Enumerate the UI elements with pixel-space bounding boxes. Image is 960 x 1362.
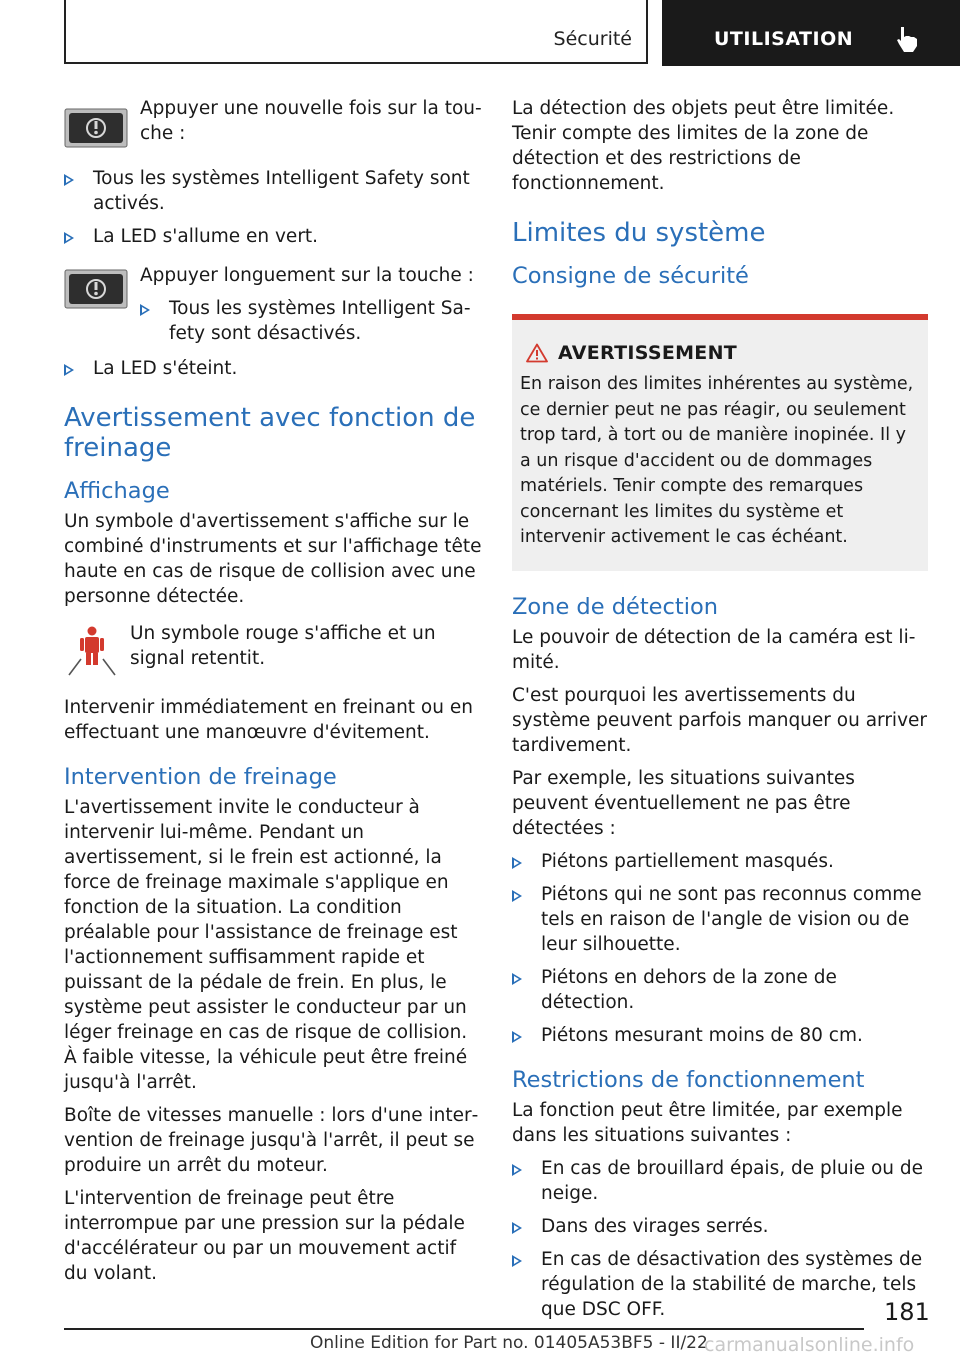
intervene-paragraph: Intervenir immédiatement en freinant ou en effectuant une manœuvre d'évitement. <box>64 697 473 743</box>
bullet-triangle-icon <box>512 1164 522 1176</box>
list-item: En cas de brouillard épais, de pluie ou de neige. <box>512 1156 928 1206</box>
safety-button-icon <box>64 108 128 148</box>
zone-paragraph-3: Par exemple, les situations suivantes peuvent éventuellement ne pas être détectées : <box>512 767 855 839</box>
heading-detection-zone: Zone de détection <box>512 593 718 620</box>
list-item: Piétons partiellement masqués. <box>512 849 928 874</box>
press-long-text: Appuyer longuement sur la touche : <box>140 265 474 286</box>
warning-triangle-icon <box>526 343 548 363</box>
section-title: Sécurité <box>553 28 632 50</box>
heading-restrictions: Restrictions de fonctionnement <box>512 1066 865 1093</box>
press-again-text: Appuyer une nouvelle fois sur la touche : <box>140 98 482 144</box>
bullet-triangle-icon <box>512 890 522 902</box>
header-section-box <box>64 0 648 64</box>
heading-safety-note: Consigne de sécurité <box>512 263 749 289</box>
bullet-triangle-icon <box>64 232 74 244</box>
heading-system-limits: Limites du système <box>512 218 766 248</box>
red-symbol-block <box>64 621 482 685</box>
warning-text: En raison des limites inhérentes au système, ce dernier peut ne pas réagir, ou seulement trop tard, à tort ou de manière inopinée. Il y a un risque d'accident ou de dommages matériels. Tenir compte des remarques concernant les limites du système et intervenir activement le cas échéant. <box>520 374 914 547</box>
chapter-title: UTILISATION <box>714 28 854 50</box>
list-item: Tous les systèmes Intelligent Safety sont activés. <box>64 166 482 216</box>
bullet-triangle-icon <box>140 304 150 316</box>
list-item: Tous les systèmes Intelligent Safety sont désactivés. <box>140 296 482 346</box>
left-column <box>64 96 482 1294</box>
pedestrian-warning-icon <box>64 621 120 677</box>
warning-label: AVERTISSEMENT <box>558 342 738 364</box>
list-item: Piétons mesurant moins de 80 cm. <box>512 1023 928 1048</box>
list-item: En cas de désactivation des systèmes de régulation de la stabilité de marche, tels que DSC OFF. <box>512 1247 928 1322</box>
red-symbol-text: Un symbole rouge s'affiche et un signal retentit. <box>130 623 436 669</box>
bullet-triangle-icon <box>512 1222 522 1234</box>
header-chapter-box <box>662 0 960 66</box>
list-item: Dans des virages serrés. <box>512 1214 928 1239</box>
warning-box <box>512 320 928 571</box>
right-column <box>512 96 928 1330</box>
restrictions-list <box>512 1156 928 1322</box>
heading-display: Affichage <box>64 478 170 504</box>
zone-list <box>512 849 928 1048</box>
braking-paragraph-3: L'intervention de freinage peut être interrompue par une pression sur la pédale d'accélérateur ou par un mouvement actif du volant. <box>64 1188 465 1284</box>
restrictions-paragraph: La fonction peut être limitée, par exemple dans les situations suivantes : <box>512 1099 903 1146</box>
led-off-list <box>64 356 482 381</box>
press-again-block <box>64 96 482 156</box>
bullet-triangle-icon <box>512 1031 522 1043</box>
braking-paragraph-1: L'avertissement invite le conducteur à intervenir lui-même. Pendant un avertissement, si le frein est actionné, la force de freinage maximale s'applique en fonction de la situation. La condition préalable pour l'assistance de freinage est l'actionnement suffisamment rapide et puissant de la pédale de frein. En plus, le système peut assister le conducteur par un léger freinage en cas de risque de collision. À faible vitesse, la véhicule peut être freiné jusqu'à l'arrêt. <box>64 797 468 1093</box>
press-long-list <box>140 296 482 346</box>
display-paragraph: Un symbole d'avertissement s'affiche sur le combiné d'instruments et sur l'affichage tête haute en cas de risque de collision avec une personne détectée. <box>64 511 482 607</box>
zone-paragraph-2: C'est pourquoi les avertissements du système peuvent parfois manquer ou arriver tardivement. <box>512 684 928 756</box>
bullet-triangle-icon <box>512 1255 522 1267</box>
edition-text: Online Edition for Part no. 01405A53BF5 - II/22 <box>310 1333 708 1353</box>
list-item: Piétons qui ne sont pas reconnus comme tels en raison de l'angle de vision ou de leur silhouette. <box>512 882 928 957</box>
list-item: Piétons en dehors de la zone de détection. <box>512 965 928 1015</box>
watermark: carmanualsonline.info <box>704 1334 915 1356</box>
heading-warning-braking: Avertissement avec fonction de freinage <box>64 403 476 463</box>
pointing-hand-icon <box>892 24 922 54</box>
press-again-list <box>64 166 482 249</box>
list-item: La LED s'éteint. <box>64 356 482 381</box>
list-item: La LED s'allume en vert. <box>64 224 482 249</box>
intro-paragraph: La détection des objets peut être limitée. Tenir compte des limites de la zone de détection et des restrictions de fonctionnement. <box>512 98 895 194</box>
page-number: 181 <box>884 1298 930 1326</box>
zone-paragraph-1: Le pouvoir de détection de la caméra est limité. <box>512 626 916 673</box>
press-long-block <box>64 263 482 346</box>
bullet-triangle-icon <box>64 174 74 186</box>
braking-paragraph-2: Boîte de vitesses manuelle : lors d'une intervention de freinage jusqu'à l'arrêt, il peut se produire un arrêt du moteur. <box>64 1105 479 1176</box>
safety-button-icon <box>64 269 128 309</box>
bullet-triangle-icon <box>512 857 522 869</box>
bullet-triangle-icon <box>64 364 74 376</box>
heading-braking-intervention: Intervention de freinage <box>64 764 337 790</box>
bullet-triangle-icon <box>512 973 522 985</box>
footer-rule <box>64 1328 864 1330</box>
